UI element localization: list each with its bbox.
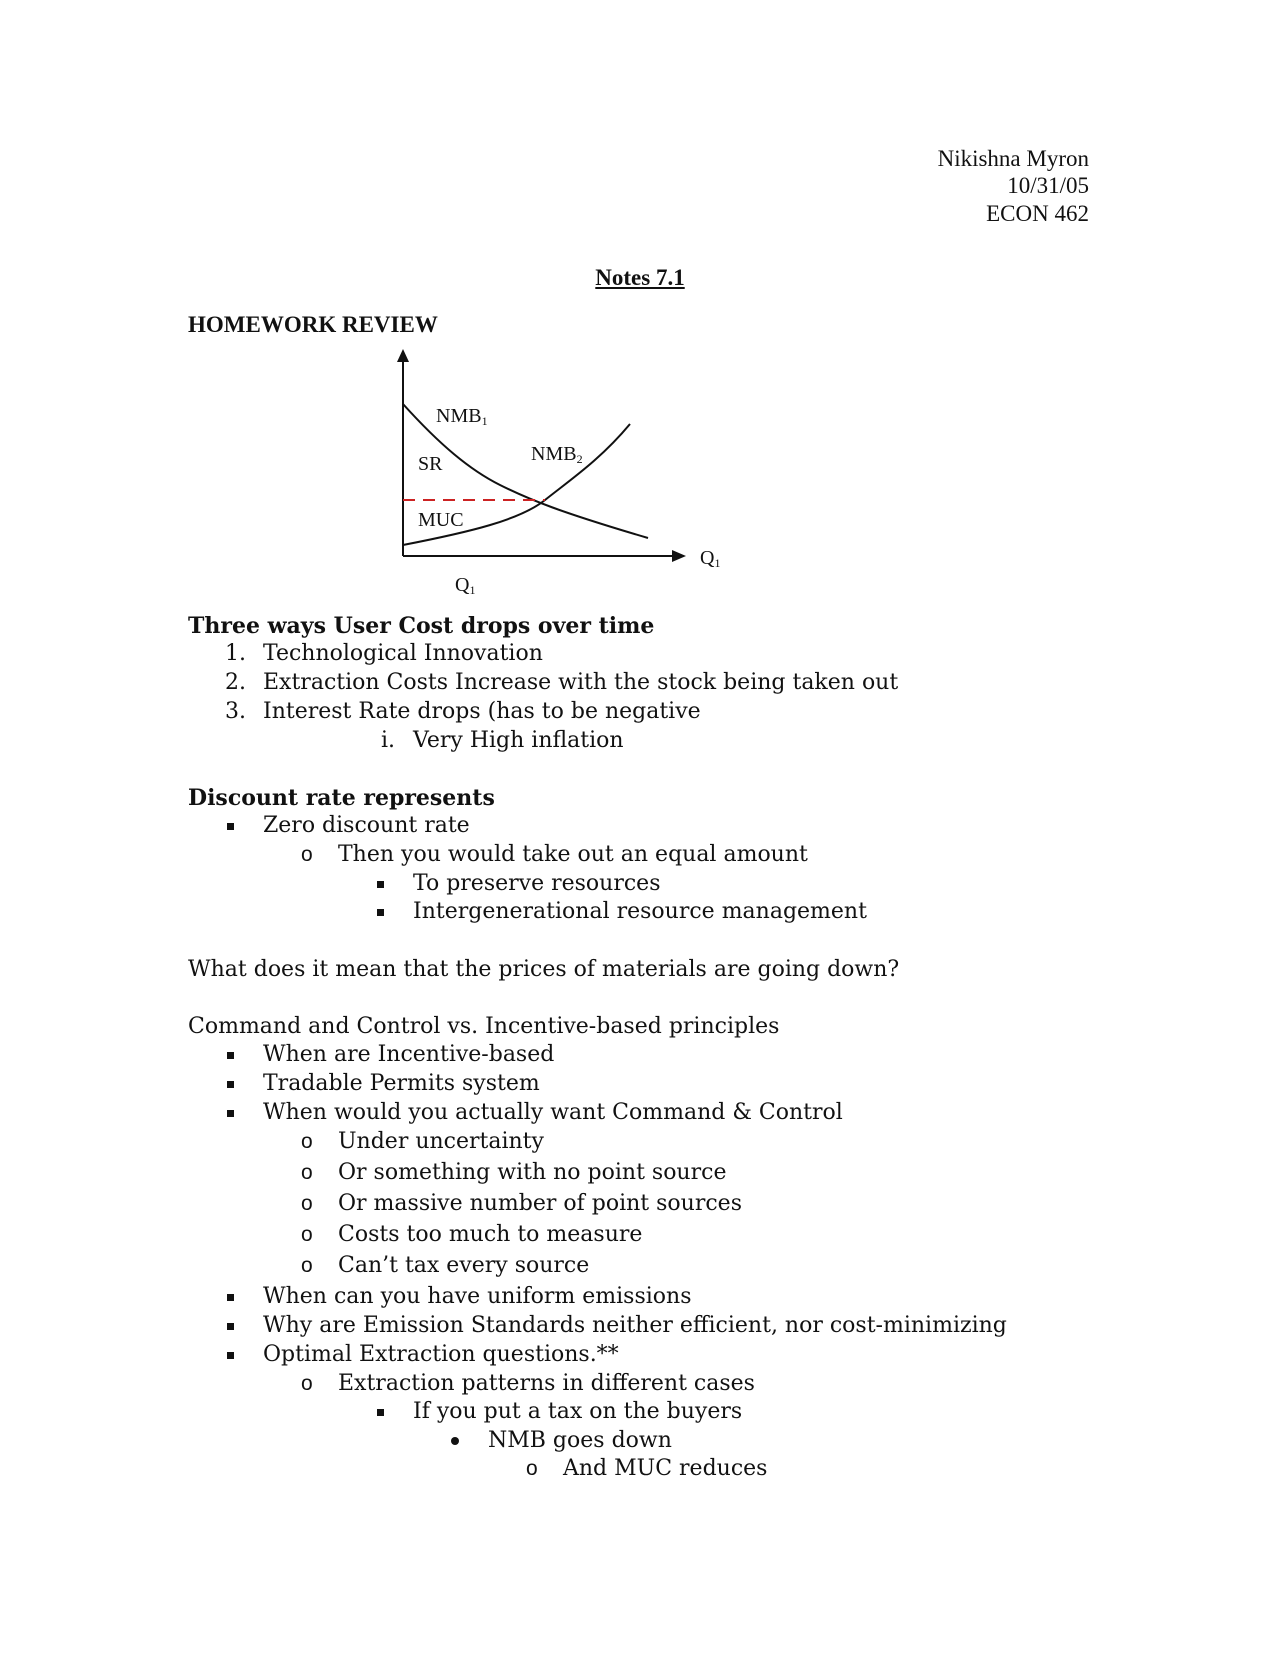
- circle-bullet: o: [301, 1254, 313, 1277]
- square-bullet: [227, 823, 234, 830]
- list-item: Intergenerational resource management: [413, 899, 867, 924]
- square-bullet: [377, 1409, 384, 1416]
- date: 10/31/05: [1007, 173, 1089, 198]
- list-item: Very High inflation: [413, 728, 624, 753]
- nmb1-label: NMB1: [436, 405, 488, 428]
- square-bullet: [227, 1294, 234, 1301]
- question-text: What does it mean that the prices of materials are going down?: [188, 957, 900, 982]
- square-bullet: [227, 1081, 234, 1088]
- list-item: Or massive number of point sources: [338, 1191, 742, 1216]
- circle-bullet: o: [301, 1130, 313, 1153]
- square-bullet: [227, 1323, 234, 1330]
- list-marker: 1.: [225, 641, 246, 666]
- muc-label: MUC: [418, 509, 464, 531]
- q1-label: Q1: [455, 574, 476, 597]
- list-marker: i.: [381, 728, 396, 753]
- list-item: NMB goes down: [488, 1428, 672, 1453]
- list-item: Why are Emission Standards neither efficient, nor cost-minimizing: [263, 1313, 1007, 1338]
- list-item: Can’t tax every source: [338, 1253, 590, 1278]
- list-item: Under uncertainty: [338, 1129, 544, 1154]
- list-item: Tradable Permits system: [263, 1071, 540, 1096]
- circle-bullet: o: [526, 1457, 538, 1480]
- x-axis-arrow: [672, 550, 686, 562]
- square-bullet: [227, 1110, 234, 1117]
- course: ECON 462: [986, 201, 1089, 226]
- list-item: When would you actually want Command & Control: [263, 1100, 843, 1125]
- circle-bullet: o: [301, 1372, 313, 1395]
- list-item: Then you would take out an equal amount: [338, 842, 808, 867]
- list-item: Technological Innovation: [263, 641, 543, 666]
- circle-bullet: o: [301, 843, 313, 866]
- list-item: Costs too much to measure: [338, 1222, 643, 1247]
- list-marker: 3.: [225, 699, 246, 724]
- square-bullet: [377, 909, 384, 916]
- circle-bullet: o: [301, 1223, 313, 1246]
- nmb2-label: NMB2: [531, 443, 583, 466]
- list-item: Extraction Costs Increase with the stock being taken out: [263, 670, 899, 695]
- list-item: Interest Rate drops (has to be negative: [263, 699, 701, 724]
- square-bullet: [227, 1052, 234, 1059]
- homework-heading: HOMEWORK REVIEW: [188, 312, 438, 337]
- user-cost-heading: Three ways User Cost drops over time: [188, 613, 655, 639]
- square-bullet: [227, 1352, 234, 1359]
- list-item: If you put a tax on the buyers: [413, 1399, 743, 1424]
- sr-label: SR: [418, 453, 443, 475]
- page-title: Notes 7.1: [595, 265, 685, 290]
- x-axis-label: Q1: [700, 547, 721, 570]
- list-item: And MUC reduces: [563, 1456, 768, 1481]
- circle-bullet: o: [301, 1192, 313, 1215]
- list-item: Optimal Extraction questions.**: [263, 1342, 619, 1367]
- round-bullet: [451, 1437, 459, 1445]
- list-marker: 2.: [225, 670, 246, 695]
- list-item: Or something with no point source: [338, 1160, 727, 1185]
- list-item: When can you have uniform emissions: [263, 1284, 692, 1309]
- list-item: Zero discount rate: [263, 813, 470, 838]
- list-item: When are Incentive-based: [263, 1042, 555, 1067]
- circle-bullet: o: [301, 1161, 313, 1184]
- square-bullet: [377, 881, 384, 888]
- author-name: Nikishna Myron: [937, 146, 1089, 171]
- nmb-diagram: [0, 0, 1280, 620]
- y-axis-arrow: [397, 349, 409, 362]
- list-item: Extraction patterns in different cases: [338, 1371, 755, 1396]
- command-heading: Command and Control vs. Incentive-based principles: [188, 1014, 780, 1039]
- discount-heading: Discount rate represents: [188, 785, 495, 811]
- list-item: To preserve resources: [413, 871, 661, 896]
